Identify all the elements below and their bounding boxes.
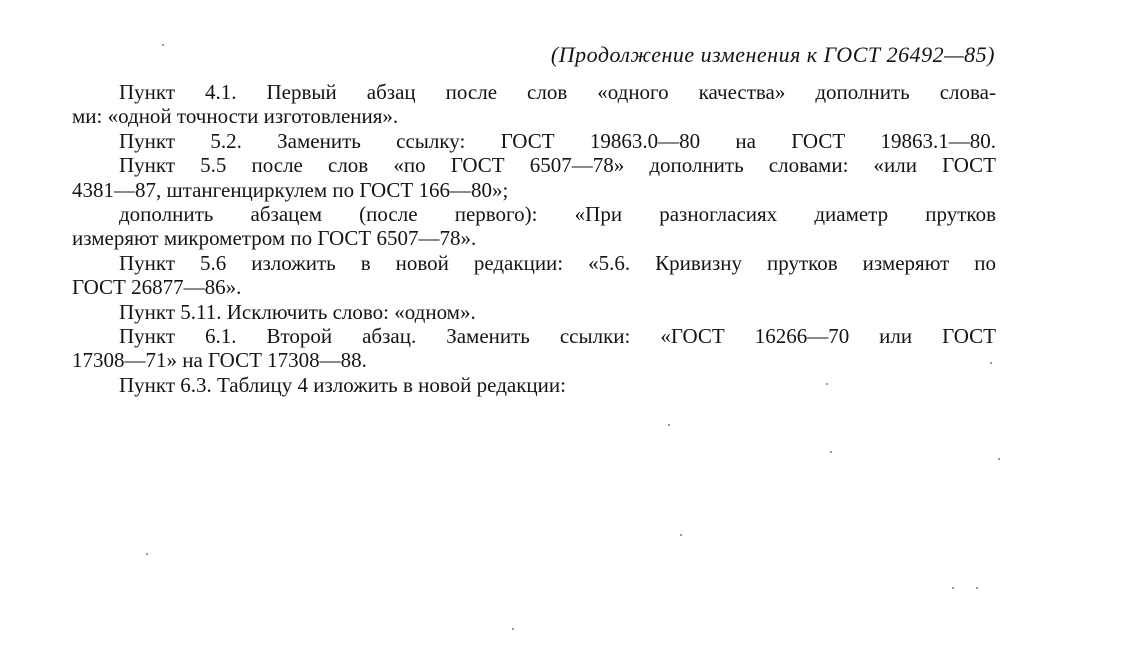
text-line: Пункт 5.6 изложить в новой редакции: «5.6. Кривизну прутков измеряют по <box>119 250 996 275</box>
text-line: ми: «одной точности изготовления». <box>72 104 399 129</box>
scan-speck <box>668 424 670 426</box>
scan-speck <box>990 362 992 364</box>
text-line: дополнить абзацем (после первого): «При разногласиях диаметр прутков <box>119 201 996 226</box>
text-line: Пункт 6.1. Второй абзац. Заменить ссылки: «ГОСТ 16266—70 или ГОСТ <box>119 323 996 348</box>
scan-speck <box>826 383 828 385</box>
scan-speck <box>830 451 832 453</box>
scan-speck <box>162 44 164 46</box>
text-line: измеряют микрометром по ГОСТ 6507—78». <box>72 226 477 251</box>
text-line: Пункт 5.2. Заменить ссылку: ГОСТ 19863.0—80 на ГОСТ 19863.1—80. <box>119 128 996 153</box>
scan-speck <box>512 628 514 630</box>
amendment-text <box>72 80 996 397</box>
text-line: Пункт 5.5 после слов «по ГОСТ 6507—78» дополнить словами: «или ГОСТ <box>119 153 996 178</box>
scan-speck <box>146 553 148 555</box>
text-line: ГОСТ 26877—86». <box>72 275 242 300</box>
text-line: 4381—87, штангенциркулем по ГОСТ 166—80»; <box>72 177 509 202</box>
text-line: Пункт 5.11. Исключить слово: «одном». <box>119 299 476 324</box>
scan-speck <box>680 534 682 536</box>
text-line: Пункт 4.1. Первый абзац после слов «одного качества» дополнить слова- <box>119 80 996 104</box>
continuation-header: (Продолжение изменения к ГОСТ 26492—85) <box>550 42 995 67</box>
scan-speck <box>952 587 954 589</box>
scan-speck <box>976 587 978 589</box>
scan-speck <box>998 458 1000 460</box>
text-line: 17308—71» на ГОСТ 17308—88. <box>72 348 367 373</box>
text-line: Пункт 6.3. Таблицу 4 изложить в новой редакции: <box>119 372 566 397</box>
